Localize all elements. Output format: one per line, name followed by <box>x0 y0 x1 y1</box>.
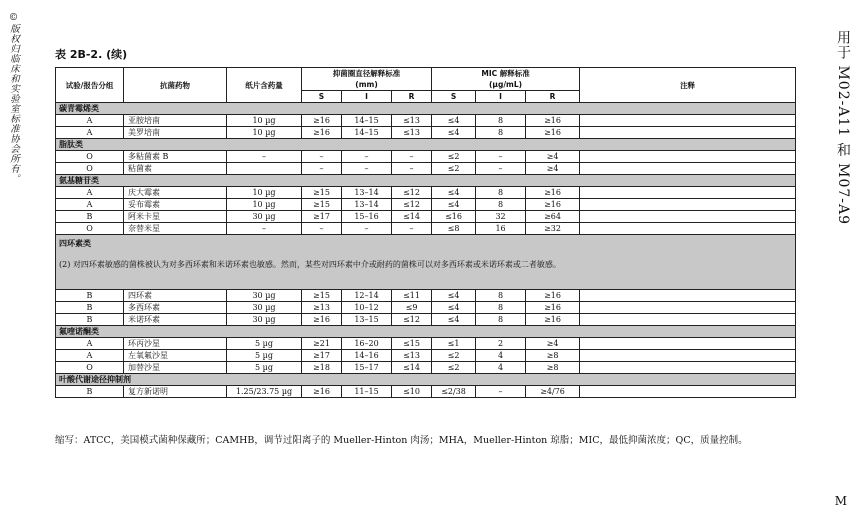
section-header-row <box>56 175 796 187</box>
section-title: 氨基糖苷类 <box>56 175 796 187</box>
cell-zone-r: ≤10 <box>392 386 432 398</box>
cell-disk: 10 µg <box>227 187 302 199</box>
cell-mic-s: ≤2 <box>432 151 476 163</box>
cell-zone-s: ≥16 <box>302 127 342 139</box>
cell-zone-i: – <box>342 223 392 235</box>
cell-zone-r: ≤13 <box>392 115 432 127</box>
cell-zone-s: ≥16 <box>302 115 342 127</box>
cell-comments <box>580 151 796 163</box>
cell-mic-s: ≤4 <box>432 302 476 314</box>
cell-group: B <box>56 314 124 326</box>
header-zone-label: 抑菌圈直径解释标准 <box>332 69 401 78</box>
cell-zone-r: ≤13 <box>392 127 432 139</box>
abbreviations-footer: 缩写：ATCC，美国模式菌种保藏所；CAMHB，调节过阳离子的 Mueller-Hinton 肉汤；MHA，Mueller-Hinton 琼脂；MIC，最低抑菌浓度；QC，质量控制。 <box>55 435 748 446</box>
cell-disk: 30 µg <box>227 302 302 314</box>
cell-disk: 5 µg <box>227 338 302 350</box>
cell-group: A <box>56 338 124 350</box>
section-header-row <box>56 103 796 115</box>
cell-agent: 左氧氟沙星 <box>124 350 227 362</box>
table-body <box>56 103 796 398</box>
breakpoint-table <box>55 67 796 398</box>
cell-comments <box>580 199 796 211</box>
section-title: 脂肽类 <box>56 139 796 151</box>
cell-zone-r: ≤14 <box>392 362 432 374</box>
cell-mic-i: 8 <box>476 314 526 326</box>
cell-mic-i: 16 <box>476 223 526 235</box>
cell-mic-r: ≥8 <box>526 350 580 362</box>
cell-zone-s: ≥15 <box>302 187 342 199</box>
cell-mic-s: ≤4 <box>432 127 476 139</box>
cell-comments <box>580 115 796 127</box>
cell-mic-i: – <box>476 386 526 398</box>
cell-zone-i: 12–14 <box>342 290 392 302</box>
cell-mic-s: ≤1 <box>432 338 476 350</box>
cell-zone-i: 11–15 <box>342 386 392 398</box>
cell-agent: 复方新诺明 <box>124 386 227 398</box>
cell-mic-i: 4 <box>476 350 526 362</box>
header-zone-r: R <box>392 91 432 103</box>
page-letter: M <box>834 494 847 508</box>
cell-mic-s: ≤4 <box>432 199 476 211</box>
section-title: 叶酸代谢途径抑制剂 <box>56 374 796 386</box>
cell-mic-s: ≤2/38 <box>432 386 476 398</box>
cell-zone-i: – <box>342 163 392 175</box>
cell-comments <box>580 350 796 362</box>
cell-mic-i: 8 <box>476 187 526 199</box>
cell-mic-s: ≤2 <box>432 362 476 374</box>
cell-comments <box>580 187 796 199</box>
cell-disk: 1.25/23.75 µg <box>227 386 302 398</box>
cell-group: A <box>56 127 124 139</box>
cell-mic-i: 8 <box>476 199 526 211</box>
header-zone-unit: (mm) <box>355 80 378 89</box>
cell-agent: 妥布霉素 <box>124 199 227 211</box>
section-header-row <box>56 235 796 290</box>
cell-mic-s: ≤2 <box>432 163 476 175</box>
cell-group: A <box>56 187 124 199</box>
section-note: (2) 对四环素敏感的菌株被认为对多西环素和米诺环素也敏感。然而，某些对四环素中介或耐药的菌株可以对多西环素或米诺环素或二者敏感。 <box>59 260 561 269</box>
cell-group: A <box>56 199 124 211</box>
cell-mic-i: 4 <box>476 362 526 374</box>
cell-disk <box>227 163 302 175</box>
cell-comments <box>580 302 796 314</box>
cell-mic-r: ≥64 <box>526 211 580 223</box>
cell-zone-r: ≤14 <box>392 211 432 223</box>
cell-comments <box>580 223 796 235</box>
cell-zone-r: – <box>392 151 432 163</box>
table-row <box>56 386 796 398</box>
cell-zone-i: – <box>342 151 392 163</box>
cell-group: O <box>56 362 124 374</box>
cell-zone-i: 14–15 <box>342 127 392 139</box>
cell-mic-r: ≥16 <box>526 290 580 302</box>
section-title: 碳青霉烯类 <box>56 103 796 115</box>
cell-disk: 10 µg <box>227 199 302 211</box>
cell-mic-i: – <box>476 163 526 175</box>
cell-zone-r: ≤12 <box>392 187 432 199</box>
cell-comments <box>580 314 796 326</box>
cell-zone-r: ≤12 <box>392 314 432 326</box>
header-mic-s: S <box>432 91 476 103</box>
cell-agent: 美罗培南 <box>124 127 227 139</box>
header-mic-i: I <box>476 91 526 103</box>
cell-comments <box>580 290 796 302</box>
cell-mic-r: ≥32 <box>526 223 580 235</box>
table-row <box>56 151 796 163</box>
cell-mic-r: ≥16 <box>526 187 580 199</box>
cell-mic-i: 32 <box>476 211 526 223</box>
cell-zone-r: ≤9 <box>392 302 432 314</box>
header-zone-i: I <box>342 91 392 103</box>
cell-zone-s: ≥15 <box>302 290 342 302</box>
header-group: 试验/报告分组 <box>56 68 124 103</box>
cell-group: B <box>56 302 124 314</box>
cell-zone-s: ≥18 <box>302 362 342 374</box>
cell-disk: 30 µg <box>227 314 302 326</box>
cell-zone-i: 15–17 <box>342 362 392 374</box>
cell-comments <box>580 338 796 350</box>
header-comments: 注释 <box>580 68 796 103</box>
cell-mic-s: ≤8 <box>432 223 476 235</box>
table-row <box>56 223 796 235</box>
cell-comments <box>580 127 796 139</box>
cell-agent: 加替沙星 <box>124 362 227 374</box>
cell-group: B <box>56 386 124 398</box>
cell-mic-i: 8 <box>476 302 526 314</box>
cell-mic-s: ≤4 <box>432 314 476 326</box>
cell-zone-s: ≥16 <box>302 314 342 326</box>
header-disk: 纸片含药量 <box>227 68 302 103</box>
cell-zone-r: ≤11 <box>392 290 432 302</box>
header-agent: 抗菌药物 <box>124 68 227 103</box>
cell-disk: – <box>227 151 302 163</box>
table-row <box>56 290 796 302</box>
cell-zone-i: 13–14 <box>342 187 392 199</box>
cell-zone-s: – <box>302 163 342 175</box>
cell-mic-r: ≥16 <box>526 127 580 139</box>
cell-zone-s: ≥17 <box>302 350 342 362</box>
cell-mic-r: ≥4 <box>526 338 580 350</box>
section-header-row <box>56 139 796 151</box>
cell-zone-i: 15–16 <box>342 211 392 223</box>
cell-agent: 庆大霉素 <box>124 187 227 199</box>
cell-zone-r: – <box>392 163 432 175</box>
cell-mic-s: ≤4 <box>432 187 476 199</box>
table-row <box>56 211 796 223</box>
table-row <box>56 338 796 350</box>
cell-zone-s: – <box>302 151 342 163</box>
cell-zone-i: 13–14 <box>342 199 392 211</box>
cell-zone-r: – <box>392 223 432 235</box>
cell-agent: 阿米卡星 <box>124 211 227 223</box>
cell-zone-s: ≥16 <box>302 386 342 398</box>
cell-agent: 多粘菌素 B <box>124 151 227 163</box>
cell-zone-i: 16–20 <box>342 338 392 350</box>
cell-agent: 奈替米星 <box>124 223 227 235</box>
cell-agent: 四环素 <box>124 290 227 302</box>
table-title: 表 2B-2. (续) <box>55 48 128 61</box>
cell-zone-i: 13–15 <box>342 314 392 326</box>
table-row <box>56 199 796 211</box>
cell-mic-i: 8 <box>476 115 526 127</box>
cell-disk: – <box>227 223 302 235</box>
cell-mic-r: ≥16 <box>526 302 580 314</box>
header-mic <box>432 68 580 91</box>
cell-group: O <box>56 163 124 175</box>
cell-mic-i: 8 <box>476 127 526 139</box>
cell-agent: 米诺环素 <box>124 314 227 326</box>
section-title: 氟喹诺酮类 <box>56 326 796 338</box>
table-row <box>56 163 796 175</box>
cell-disk: 10 µg <box>227 115 302 127</box>
header-mic-label: MIC 解释标准 <box>481 69 530 78</box>
cell-mic-r: ≥8 <box>526 362 580 374</box>
cell-agent: 亚胺培南 <box>124 115 227 127</box>
cell-zone-r: ≤12 <box>392 199 432 211</box>
cell-zone-s: – <box>302 223 342 235</box>
cell-group: O <box>56 151 124 163</box>
cell-comments <box>580 163 796 175</box>
table-row <box>56 187 796 199</box>
header-mic-r: R <box>526 91 580 103</box>
cell-mic-r: ≥16 <box>526 115 580 127</box>
header-zone <box>302 68 432 91</box>
cell-mic-r: ≥4 <box>526 163 580 175</box>
cell-agent: 多西环素 <box>124 302 227 314</box>
cell-agent: 环丙沙星 <box>124 338 227 350</box>
cell-zone-r: ≤13 <box>392 350 432 362</box>
cell-mic-i: 2 <box>476 338 526 350</box>
cell-mic-s: ≤4 <box>432 115 476 127</box>
cell-zone-s: ≥17 <box>302 211 342 223</box>
cell-mic-r: ≥4/76 <box>526 386 580 398</box>
cell-mic-i: – <box>476 151 526 163</box>
cell-zone-s: ≥15 <box>302 199 342 211</box>
cell-zone-s: ≥13 <box>302 302 342 314</box>
section-title: 四环素类 <box>59 238 91 248</box>
cell-mic-i: 8 <box>476 290 526 302</box>
cell-agent: 粘菌素 <box>124 163 227 175</box>
cell-group: O <box>56 223 124 235</box>
table-row <box>56 362 796 374</box>
cell-disk: 5 µg <box>227 350 302 362</box>
cell-disk: 30 µg <box>227 290 302 302</box>
section-header-row <box>56 374 796 386</box>
section-header-row <box>56 326 796 338</box>
cell-disk: 5 µg <box>227 362 302 374</box>
cell-disk: 10 µg <box>227 127 302 139</box>
cell-comments <box>580 362 796 374</box>
cell-mic-s: ≤2 <box>432 350 476 362</box>
cell-zone-i: 10–12 <box>342 302 392 314</box>
cell-mic-r: ≥4 <box>526 151 580 163</box>
header-zone-s: S <box>302 91 342 103</box>
cell-zone-i: 14–15 <box>342 115 392 127</box>
cell-zone-i: 14–16 <box>342 350 392 362</box>
cell-zone-r: ≤15 <box>392 338 432 350</box>
cell-comments <box>580 211 796 223</box>
table-row <box>56 127 796 139</box>
cell-group: A <box>56 115 124 127</box>
document-id-sidebar: 用于 M02-A11 和 M07-A9 <box>835 30 851 226</box>
cell-zone-s: ≥21 <box>302 338 342 350</box>
cell-group: B <box>56 290 124 302</box>
cell-group: A <box>56 350 124 362</box>
table-row <box>56 302 796 314</box>
table-row <box>56 350 796 362</box>
table-row <box>56 115 796 127</box>
table-row <box>56 314 796 326</box>
cell-mic-s: ≤4 <box>432 290 476 302</box>
cell-mic-s: ≤16 <box>432 211 476 223</box>
cell-group: B <box>56 211 124 223</box>
cell-comments <box>580 386 796 398</box>
copyright-sidebar: ©版权归临床和实验室标准协会所有。 <box>8 12 19 184</box>
header-mic-unit: (µg/mL) <box>489 80 523 89</box>
cell-mic-r: ≥16 <box>526 199 580 211</box>
cell-disk: 30 µg <box>227 211 302 223</box>
cell-mic-r: ≥16 <box>526 314 580 326</box>
